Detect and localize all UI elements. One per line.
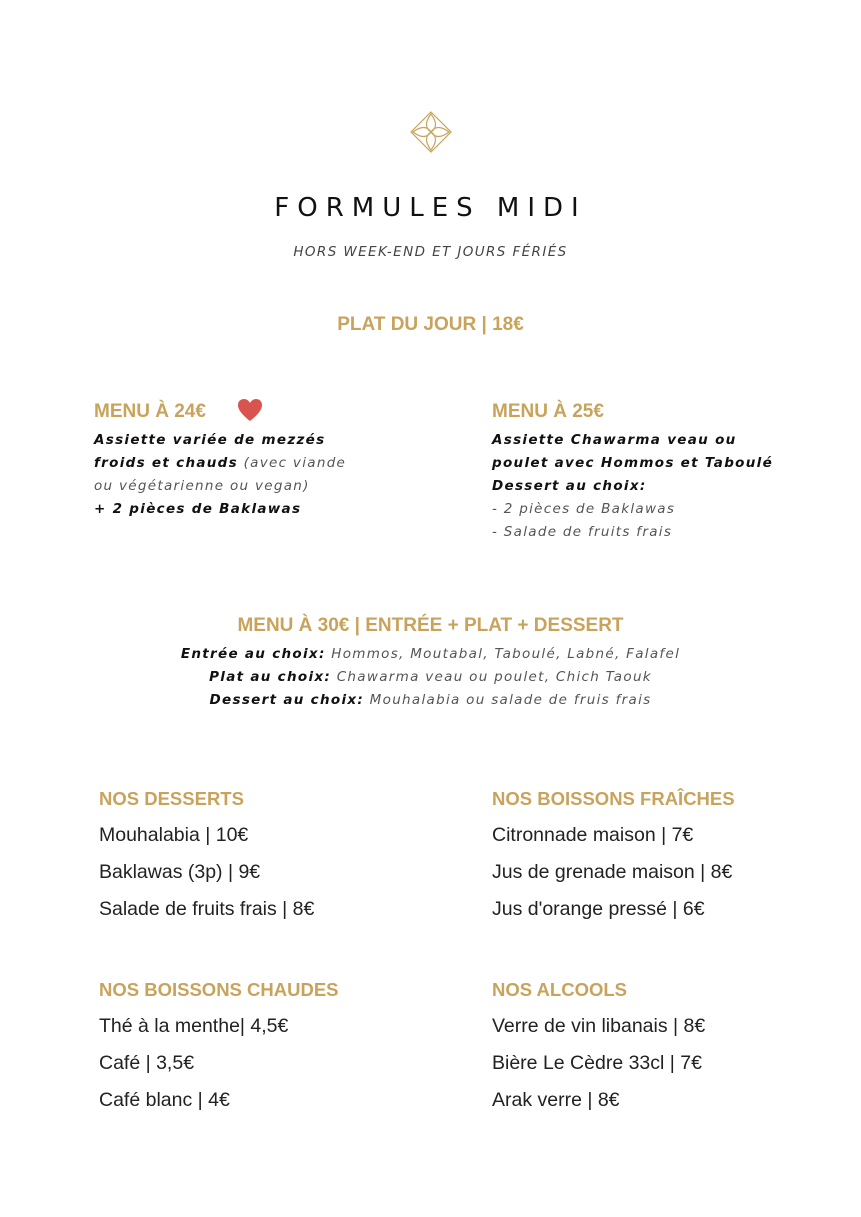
page-title: FORMULES MIDI xyxy=(274,193,587,223)
desserts-list xyxy=(99,825,314,936)
menu25-line3: Dessert au choix: xyxy=(492,478,647,494)
heart-icon xyxy=(237,398,263,422)
page-subtitle: HORS WEEK-END ET JOURS FÉRIÉS xyxy=(293,244,568,260)
ornament-logo-icon xyxy=(409,110,453,154)
boisson-fraiche-item: Jus d'orange pressé | 6€ xyxy=(492,898,705,920)
dessert-item: Baklawas (3p) | 9€ xyxy=(99,861,261,883)
boissons-fraiches-heading: NOS BOISSONS FRAÎCHES xyxy=(492,788,735,809)
menu25-description xyxy=(492,429,822,544)
plat-du-jour-heading: PLAT DU JOUR | 18€ xyxy=(337,314,524,335)
boissons-fraiches-list xyxy=(492,825,732,936)
menu30-description xyxy=(0,643,861,712)
menu24-heading: MENU À 24€ xyxy=(94,401,206,422)
boisson-chaude-item: Thé à la menthe| 4,5€ xyxy=(99,1015,289,1037)
alcool-item: Arak verre | 8€ xyxy=(492,1089,620,1111)
dessert-item: Salade de fruits frais | 8€ xyxy=(99,898,315,920)
menu24-line4: + 2 pièces de Baklawas xyxy=(94,501,302,517)
desserts-heading: NOS DESSERTS xyxy=(99,788,244,809)
menu30-entree-label: Entrée au choix: xyxy=(180,646,326,662)
menu30-plat-value: Chawarma veau ou poulet, Chich Taouk xyxy=(331,669,652,685)
menu24-line1: Assiette variée de mezzés xyxy=(94,432,326,448)
menu24-line2-bold: froids et chauds xyxy=(94,455,238,471)
menu25-line4: - 2 pièces de Baklawas xyxy=(492,501,676,517)
menu30-heading: MENU À 30€ | ENTRÉE + PLAT + DESSERT xyxy=(237,615,624,636)
menu25-line2: poulet avec Hommos et Taboulé xyxy=(492,455,774,471)
menu25-line5: - Salade de fruits frais xyxy=(492,524,673,540)
menu24-line3: ou végétarienne ou vegan) xyxy=(94,478,310,494)
boisson-fraiche-item: Jus de grenade maison | 8€ xyxy=(492,861,733,883)
dessert-item: Mouhalabia | 10€ xyxy=(99,824,249,846)
boisson-fraiche-item: Citronnade maison | 7€ xyxy=(492,824,694,846)
boisson-chaude-item: Café | 3,5€ xyxy=(99,1052,195,1074)
menu30-plat-label: Plat au choix: xyxy=(209,669,332,685)
boissons-chaudes-list xyxy=(99,1016,288,1127)
menu24-description xyxy=(94,429,394,521)
menu24-line2-rest: (avec viande xyxy=(237,455,347,471)
menu30-dessert-value: Mouhalabia ou salade de fruis frais xyxy=(364,692,652,708)
menu30-entree-value: Hommos, Moutabal, Taboulé, Labné, Falafel xyxy=(325,646,681,662)
alcool-item: Bière Le Cèdre 33cl | 7€ xyxy=(492,1052,702,1074)
alcools-list xyxy=(492,1016,705,1127)
alcools-heading: NOS ALCOOLS xyxy=(492,979,627,1000)
boisson-chaude-item: Café blanc | 4€ xyxy=(99,1089,230,1111)
alcool-item: Verre de vin libanais | 8€ xyxy=(492,1015,706,1037)
menu25-line1: Assiette Chawarma veau ou xyxy=(492,432,737,448)
menu30-dessert-label: Dessert au choix: xyxy=(209,692,365,708)
boissons-chaudes-heading: NOS BOISSONS CHAUDES xyxy=(99,979,339,1000)
menu25-heading: MENU À 25€ xyxy=(492,401,604,422)
